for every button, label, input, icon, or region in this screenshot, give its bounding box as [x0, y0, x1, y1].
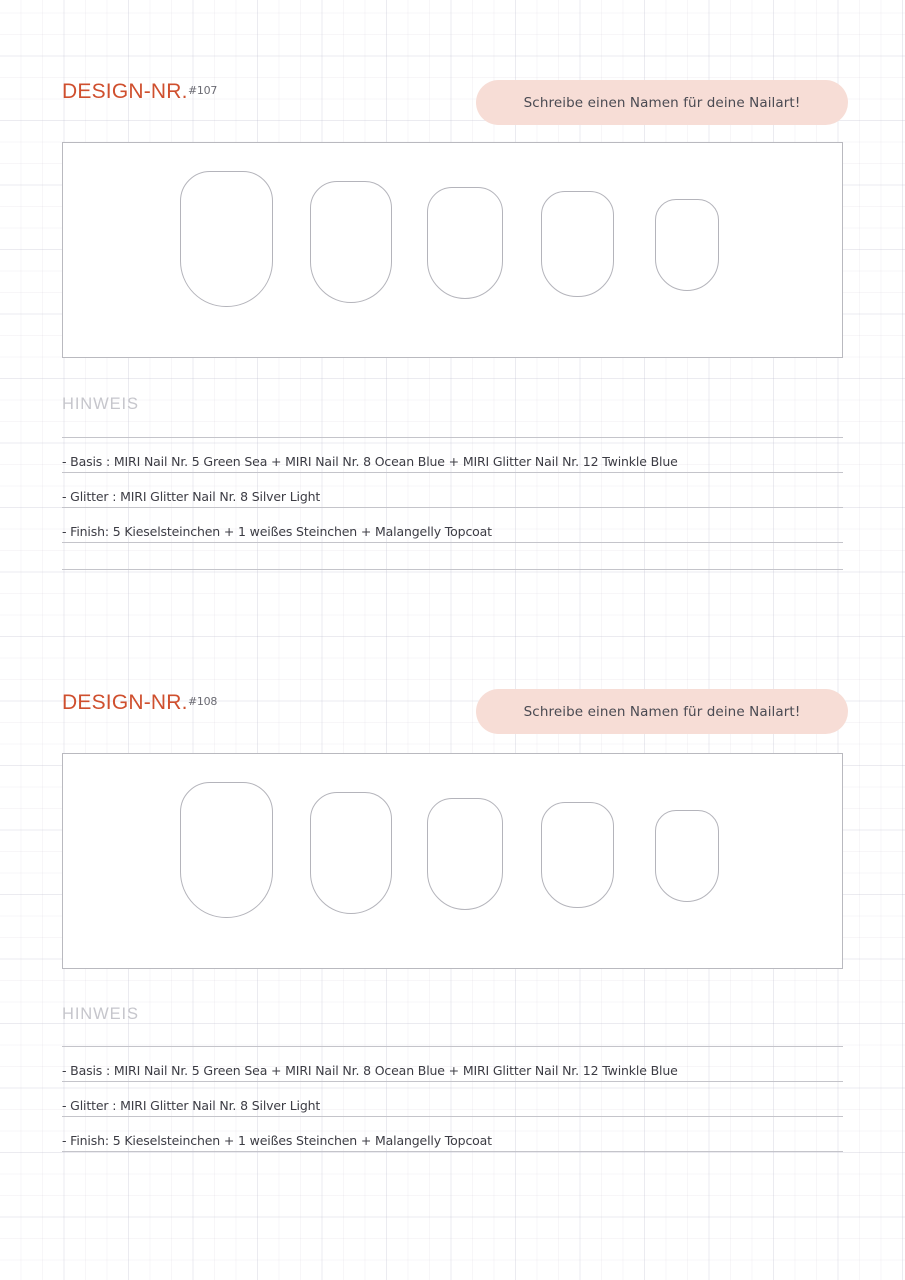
nailart-name-placeholder: Schreibe einen Namen für deine Nailart!	[523, 94, 801, 111]
nail-shape-thumb[interactable]	[180, 782, 273, 918]
hinweis-text-finish: - Finish: 5 Kieselsteinchen + 1 weißes Steinchen + Malangelly Topcoat	[62, 1133, 492, 1149]
hinweis-row[interactable]	[62, 1047, 843, 1081]
page-title: DESIGN-NR.	[62, 691, 188, 714]
hinweis-text-basis: - Basis : MIRI Nail Nr. 5 Green Sea + MIRI Nail Nr. 8 Ocean Blue + MIRI Glitter Nail Nr. 12 Twinkle Blue	[62, 1063, 678, 1079]
nailart-name-input[interactable]	[476, 80, 848, 125]
hinweis-heading: HINWEIS	[62, 1005, 139, 1023]
nail-row	[63, 754, 842, 968]
nail-shape-index[interactable]	[310, 792, 392, 914]
nail-shape-index[interactable]	[310, 181, 392, 303]
hinweis-text-basis: - Basis : MIRI Nail Nr. 5 Green Sea + MIRI Nail Nr. 8 Ocean Blue + MIRI Glitter Nail Nr. 12 Twinkle Blue	[62, 454, 678, 470]
hinweis-text-finish: - Finish: 5 Kieselsteinchen + 1 weißes Steinchen + Malangelly Topcoat	[62, 524, 492, 540]
nail-canvas-2[interactable]	[62, 753, 843, 969]
hinweis-row[interactable]	[62, 1082, 843, 1116]
nail-shape-pinky[interactable]	[655, 199, 719, 291]
nail-shape-pinky[interactable]	[655, 810, 719, 902]
nail-canvas-1[interactable]	[62, 142, 843, 358]
hinweis-divider	[62, 569, 843, 570]
hinweis-list-1	[62, 437, 843, 570]
hinweis-row[interactable]	[62, 508, 843, 542]
nailart-name-input[interactable]	[476, 689, 848, 734]
page-title: DESIGN-NR.	[62, 80, 188, 103]
nail-shape-ring[interactable]	[541, 191, 614, 297]
hinweis-row[interactable]	[62, 1117, 843, 1151]
nail-shape-thumb[interactable]	[180, 171, 273, 307]
hinweis-text-glitter: - Glitter : MIRI Glitter Nail Nr. 8 Silver Light	[62, 489, 321, 505]
design-number: #108	[188, 695, 218, 708]
nail-shape-middle[interactable]	[427, 187, 503, 299]
nailart-name-placeholder: Schreibe einen Namen für deine Nailart!	[523, 703, 801, 720]
hinweis-text-glitter: - Glitter : MIRI Glitter Nail Nr. 8 Silver Light	[62, 1098, 321, 1114]
nail-row	[63, 143, 842, 357]
hinweis-heading: HINWEIS	[62, 395, 139, 413]
nail-shape-middle[interactable]	[427, 798, 503, 910]
hinweis-row[interactable]	[62, 438, 843, 472]
hinweis-list-2	[62, 1046, 843, 1152]
design-number: #107	[188, 84, 218, 97]
hinweis-row[interactable]	[62, 473, 843, 507]
hinweis-divider	[62, 1151, 843, 1152]
hinweis-spacer	[62, 543, 843, 569]
nail-shape-ring[interactable]	[541, 802, 614, 908]
